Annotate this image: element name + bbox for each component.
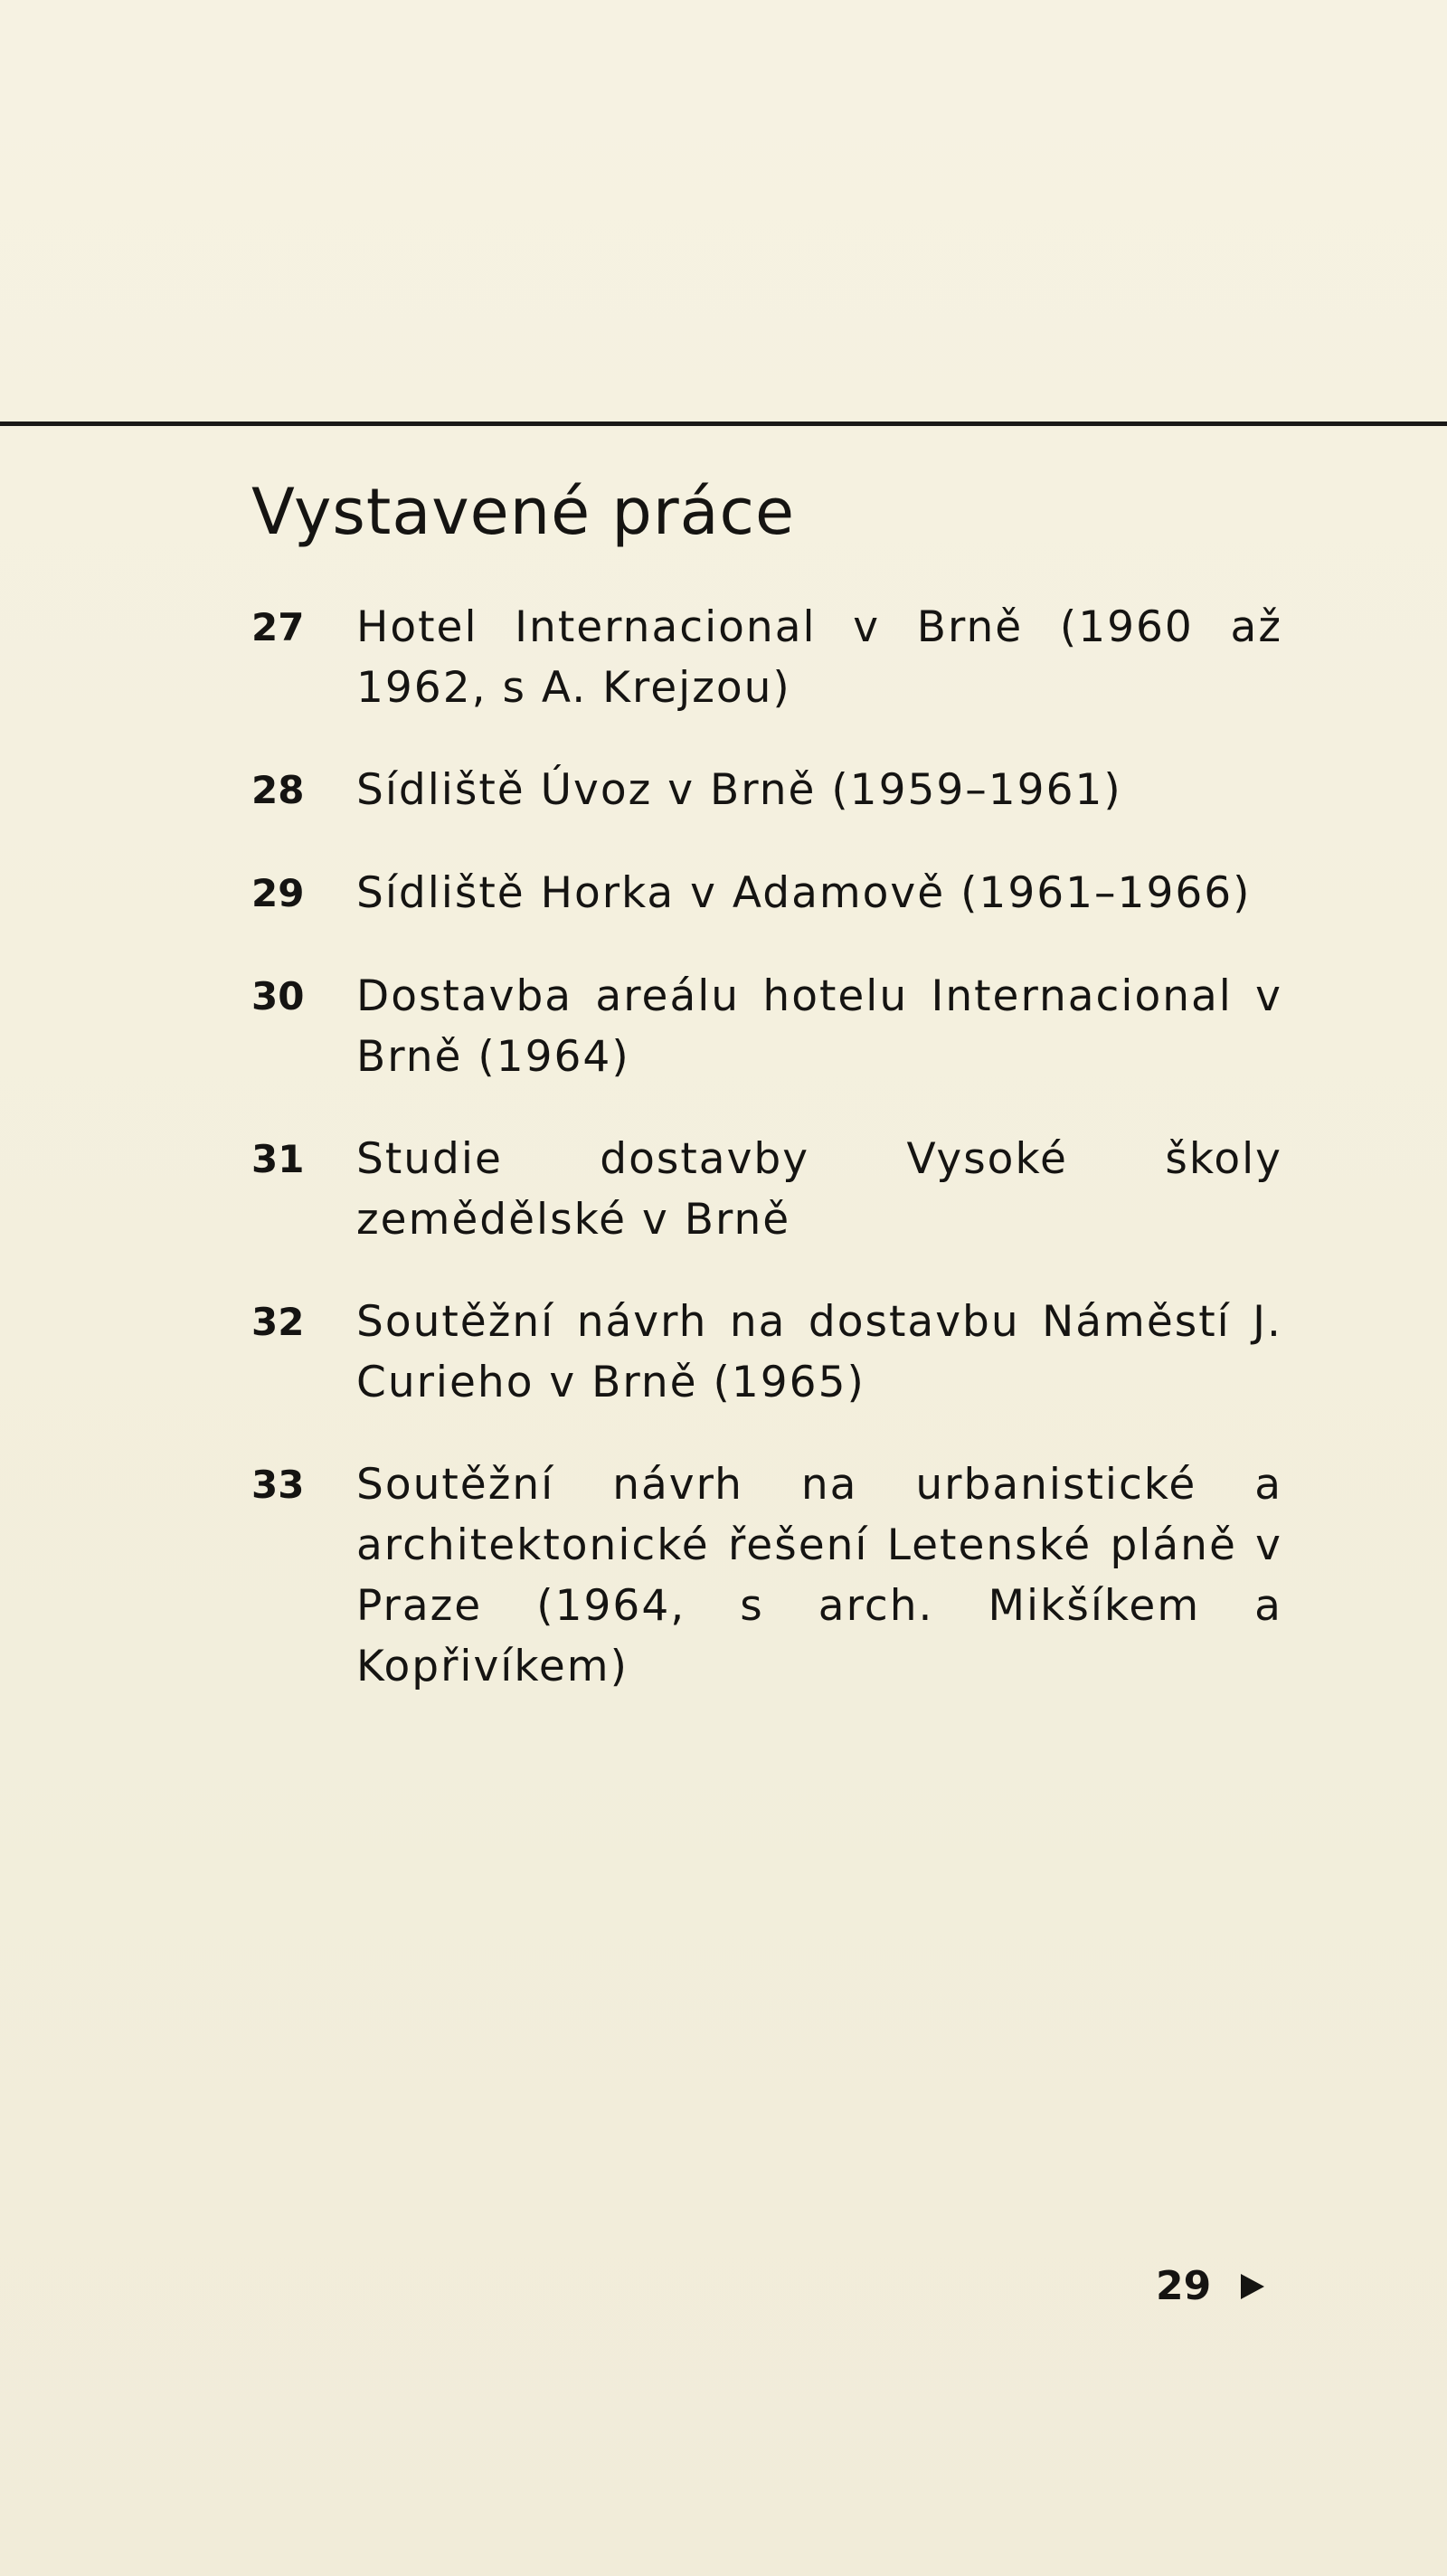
list-item: [251, 863, 1282, 924]
item-number: 28: [251, 768, 305, 812]
item-text: Sídliště Úvoz v Brně (1959–1961): [356, 765, 1122, 815]
item-text: Dostavba areálu hotelu Internacional v Brně (1964): [356, 971, 1282, 1082]
list-item: [251, 597, 1282, 718]
item-text: Studie dostavby Vysoké školy zemědělské v Brně: [356, 1134, 1282, 1245]
item-number: 31: [251, 1137, 305, 1181]
item-number: 27: [251, 605, 305, 649]
section-heading: Vystavené práce: [251, 475, 796, 549]
horizontal-rule: [0, 421, 1447, 426]
page-number: 29: [1156, 2263, 1212, 2309]
item-text: Soutěžní návrh na dostavbu Náměstí J. Curieho v Brně (1965): [356, 1297, 1282, 1407]
list-item: [251, 1129, 1282, 1250]
exhibited-works-list: [251, 597, 1282, 1738]
item-number: 32: [251, 1300, 305, 1344]
list-item: [251, 1292, 1282, 1413]
list-item: [251, 1454, 1282, 1697]
arrow-right-icon: [1241, 2274, 1264, 2299]
item-number: 30: [251, 974, 305, 1018]
list-item: [251, 760, 1282, 821]
list-item: [251, 966, 1282, 1087]
item-text: Sídliště Horka v Adamově (1961–1966): [356, 868, 1252, 918]
item-text: Hotel Internacional v Brně (1960 až 1962, s A. Krejzou): [356, 602, 1282, 713]
item-number: 33: [251, 1463, 305, 1507]
item-text: Soutěžní návrh na urbanistické a architektonické řešení Letenské pláně v Praze (1964, s arch. Mikšíkem a Kopřivíkem): [356, 1460, 1282, 1691]
item-number: 29: [251, 871, 305, 915]
